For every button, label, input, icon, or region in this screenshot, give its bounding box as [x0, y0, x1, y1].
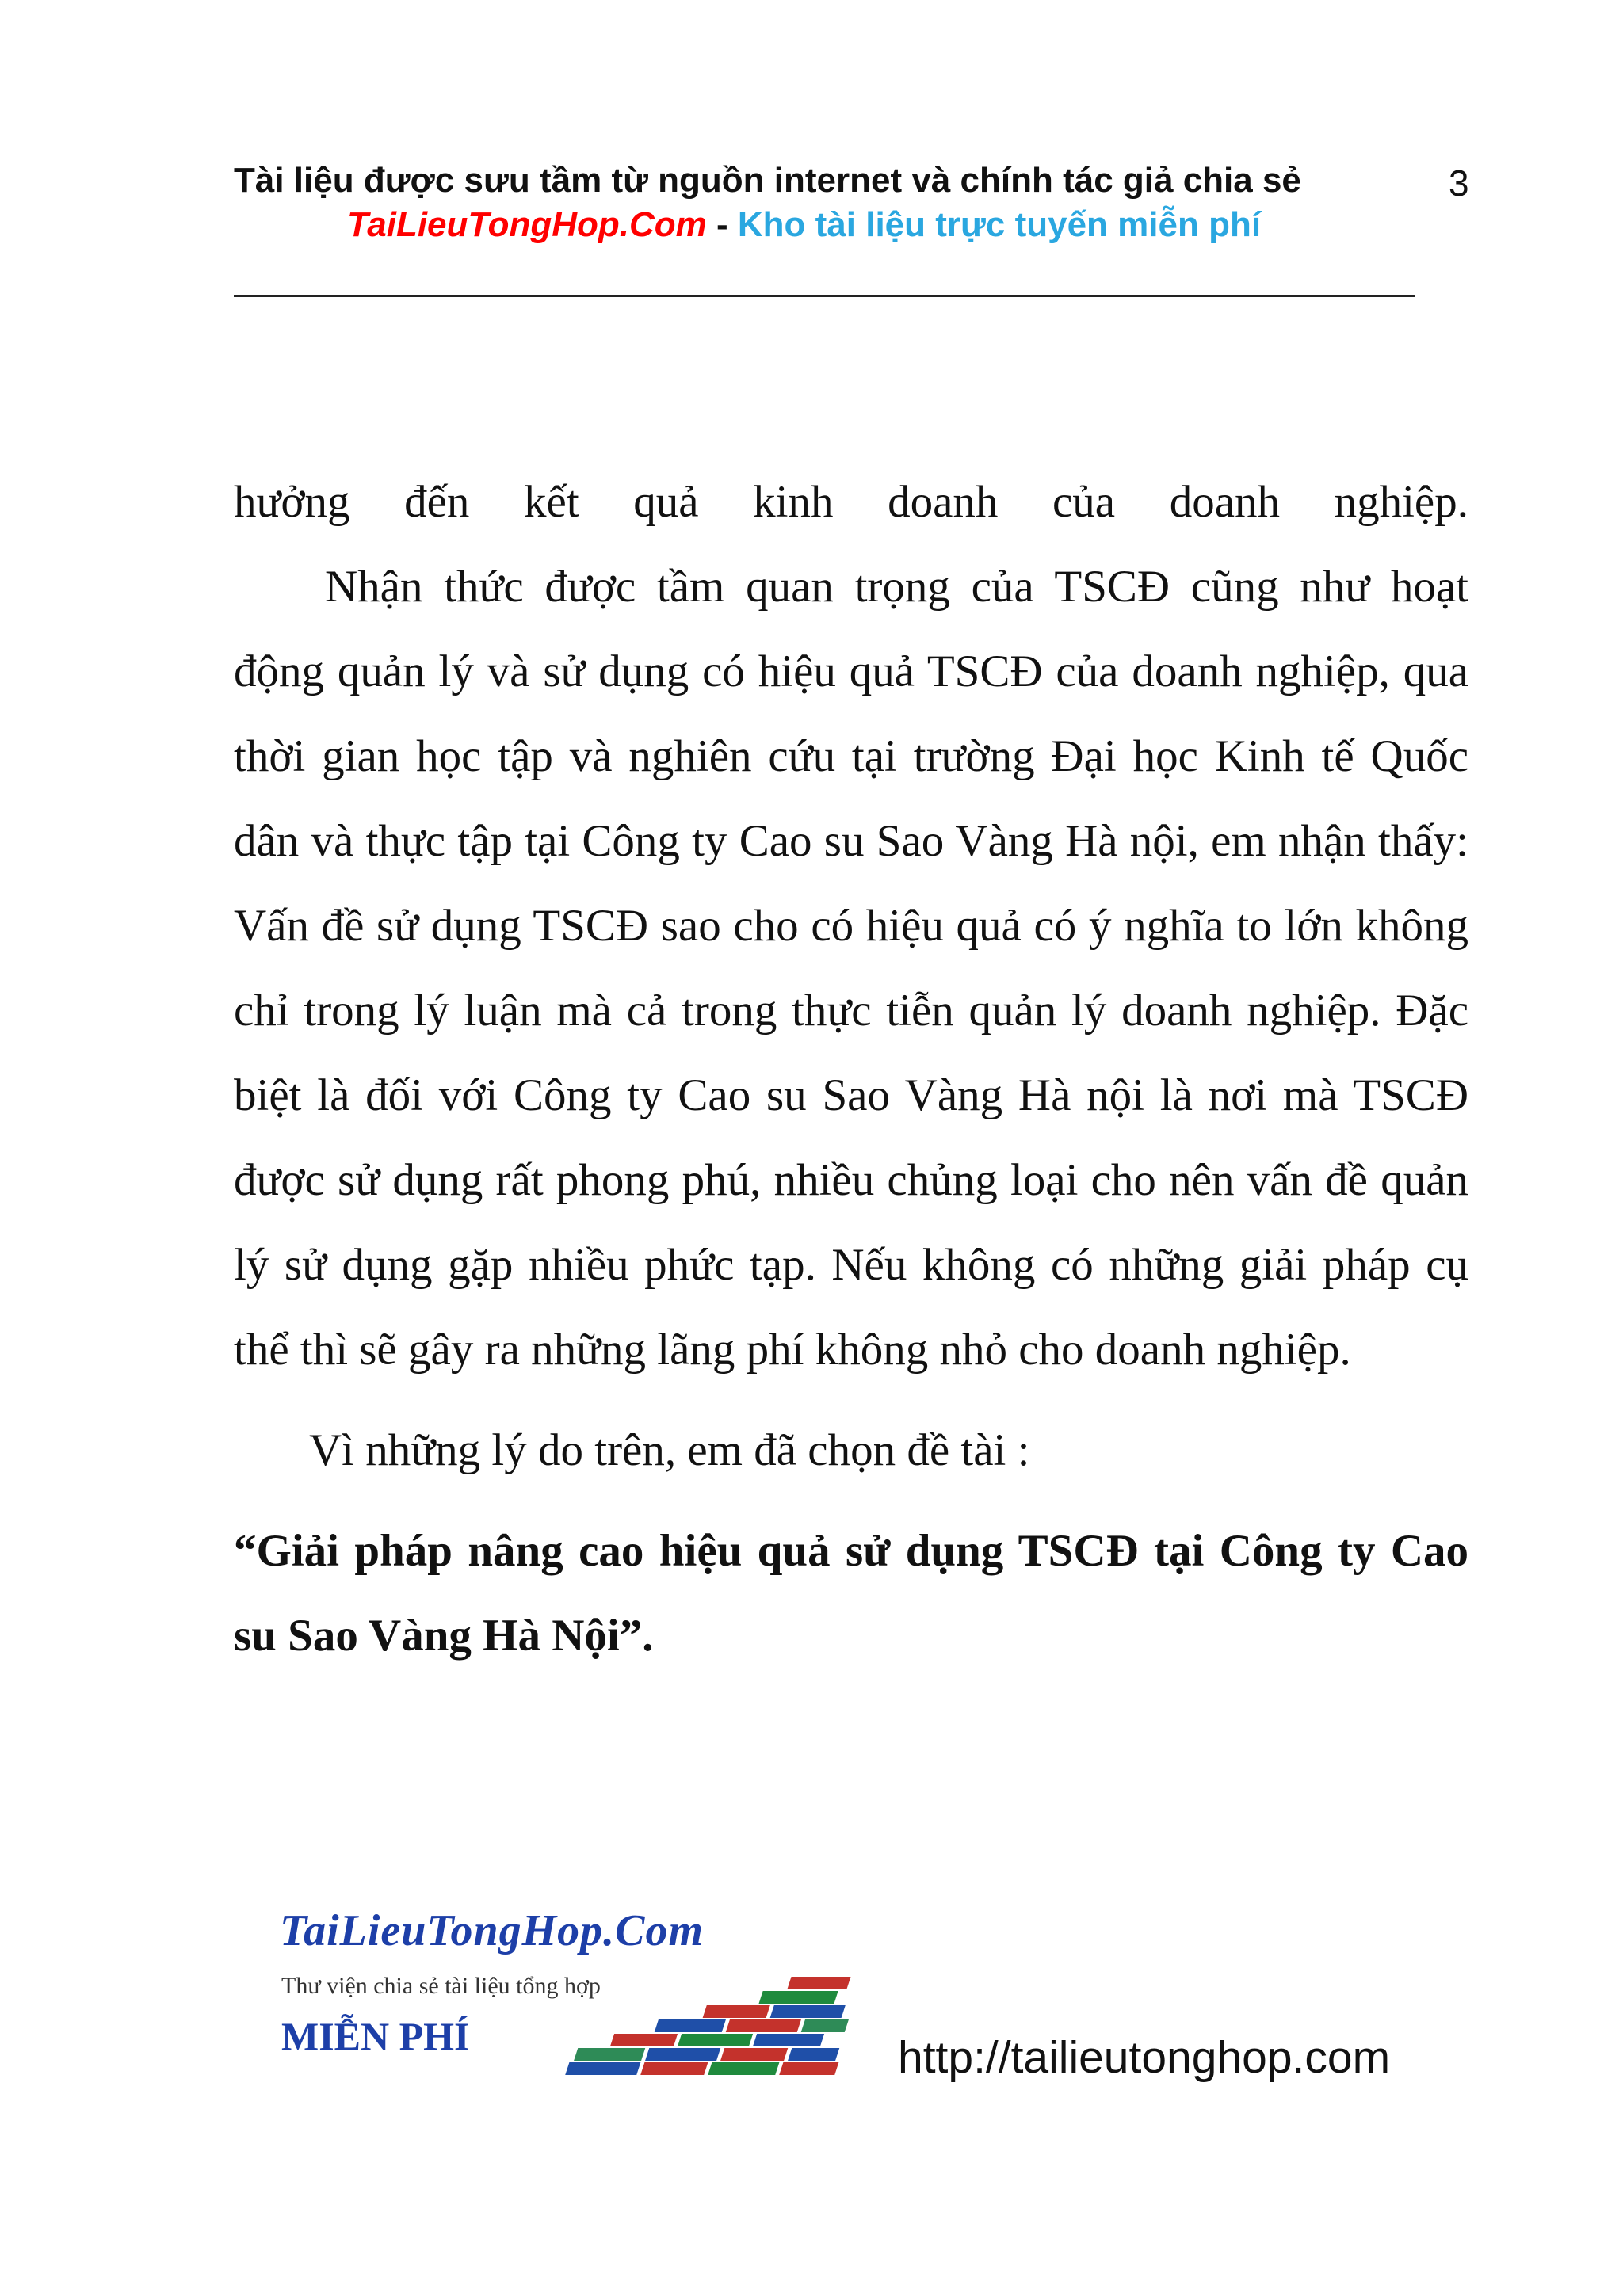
- footer-url-link[interactable]: http://tailieutonghop.com: [898, 2032, 1391, 2083]
- logo-subtitle: Thư viện chia sẻ tài liệu tổng hợp: [281, 1973, 601, 1999]
- site-tagline: Kho tài liệu trực tuyến miễn phí: [737, 205, 1262, 244]
- stack-of-books-icon: [511, 1961, 876, 2088]
- paragraph-reason: Vì những lý do trên, em đã chọn đề tài :: [309, 1425, 1030, 1475]
- logo-free-label: MIỄN PHÍ: [281, 2014, 470, 2058]
- paragraph-continuation: hưởng đến kết quả kinh doanh của doanh nghiệp.: [234, 477, 1468, 527]
- header-rule: [234, 295, 1415, 297]
- body-text: [234, 460, 1468, 1678]
- header-site-line: [347, 203, 1261, 247]
- header-separator: -: [706, 205, 738, 244]
- page-number: 3: [1449, 162, 1469, 204]
- thesis-title: “Giải pháp nâng cao hiệu quả sử dụng TSCĐ tại Công ty Cao su Sao Vàng Hà Nội”.: [234, 1526, 1468, 1661]
- footer-logo[interactable]: [273, 1905, 884, 2088]
- logo-brand: TaiLieuTongHop.Com: [280, 1906, 705, 1955]
- header-source-line: Tài liệu được sưu tầm từ nguồn internet và chính tác giả chia sẻ: [234, 161, 1301, 200]
- paragraph-main: Nhận thức được tầm quan trọng của TSCĐ cũng như hoạt động quản lý và sử dụng có hiệu quả TSCĐ của doanh nghiệp, qua thời gian học tập và nghiên cứu tại trường Đại học Kinh tế Quốc dân và thực tập tại Công ty Cao su Sao Vàng Hà nội, em nhận thấy: Vấn đề sử dụng TSCĐ sao cho có hiệu quả có ý nghĩa to lớn không chỉ trong lý luận mà cả trong thực tiễn quản lý doanh nghiệp. Đặc biệt là đối với Công ty Cao su Sao Vàng Hà nội là nơi mà TSCĐ được sử dụng rất phong phú, nhiều chủng loại cho nên vấn đề quản lý sử dụng gặp nhiều phức tạp. Nếu không có những giải pháp cụ thể thì sẽ gây ra những lãng phí không nhỏ cho doanh nghiệp.: [234, 562, 1468, 1375]
- site-name-link[interactable]: TaiLieuTongHop.Com: [347, 205, 707, 244]
